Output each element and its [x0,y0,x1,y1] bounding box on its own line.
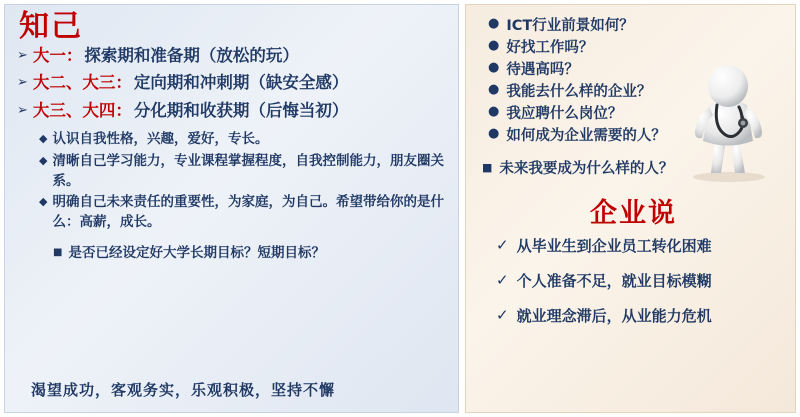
stage-row [17,74,448,93]
list-item-label: 我应聘什么岗位？ [506,106,623,123]
arrow-bullet-icon: ➢ [17,75,28,91]
stage-label: 大三、大四： [32,101,132,121]
square-bullet-icon: ■ [53,247,63,259]
check-icon: ✓ [496,305,509,324]
right-panel-title: 企业说 [590,197,677,229]
list-item-label: 清晰自己学习能力，专业课程掌握程度，自我控制能力，朋友圈关系。 [52,152,444,189]
list-item-label: 如何成为企业需要的人？ [506,128,666,145]
question-list [488,15,785,147]
stage-text: 定向期和冲刺期（缺安全感） [133,73,349,93]
stage-row [17,102,448,121]
diamond-bullet-icon: ◆ [39,153,48,167]
future-question-item [482,159,785,181]
list-item [496,236,785,257]
list-item-label: 我能去什么样的企业？ [506,84,652,101]
list-item [488,103,785,125]
left-panel [4,4,459,413]
stage-row [17,47,448,66]
diamond-bullet-icon: ◆ [39,195,48,209]
list-item-label: 好找工作吗？ [506,40,594,57]
dot-bullet-icon: ● [488,60,500,76]
goal-question-item [53,244,448,264]
list-item [39,130,448,150]
stage-text: 分化期和收获期（后悔当初） [133,101,349,121]
dot-bullet-icon: ● [488,104,500,120]
arrow-bullet-icon: ➢ [17,103,28,119]
diamond-bullet-icon: ◆ [39,132,48,146]
list-item-label: 待遇高吗？ [506,62,579,79]
square-bullet-icon: ■ [482,161,493,175]
left-panel-title: 知己 [19,9,83,44]
list-item [39,193,448,232]
check-icon: ✓ [496,235,509,254]
list-item [488,59,785,81]
stage-label: 大二、大三： [32,73,132,93]
stage-label: 大一： [32,45,83,65]
list-item [488,37,785,59]
stage-text: 探索期和准备期（放松的玩） [84,45,299,65]
arrow-bullet-icon: ➢ [17,47,28,63]
future-question-label: 未来我要成为什么样的人？ [499,161,674,178]
list-item-label: 明确自己未来责任的重要性，为家庭，为自己。希望带给你的是什么：高薪，成长。 [52,194,444,230]
dot-bullet-icon: ● [488,16,500,31]
list-item-label: 认识自我性格，兴趣，爱好，专长。 [52,131,269,148]
dot-bullet-icon: ● [488,82,500,98]
list-item-label: ICT行业前景如何？ [506,18,634,34]
left-footer-text: 渴望成功，客观务实，乐观积极，坚持不懈 [31,381,336,399]
diamond-list [39,130,448,232]
list-item-label: 从毕业生到企业员工转化困难 [516,236,712,255]
list-item [39,152,448,191]
list-item [488,15,785,37]
list-item-label: 就业理念滞后，从业能力危机 [516,306,712,325]
list-item [488,81,785,103]
list-item-label: 个人准备不足，就业目标模糊 [516,271,712,290]
list-item [496,271,785,292]
dot-bullet-icon: ● [488,38,500,54]
right-panel [465,4,796,413]
list-item [488,125,785,147]
list-item [496,306,785,327]
dot-bullet-icon: ● [488,126,500,142]
goal-question-label: 是否已经设定好大学长期目标？短期目标？ [68,245,325,262]
check-icon: ✓ [496,270,509,289]
